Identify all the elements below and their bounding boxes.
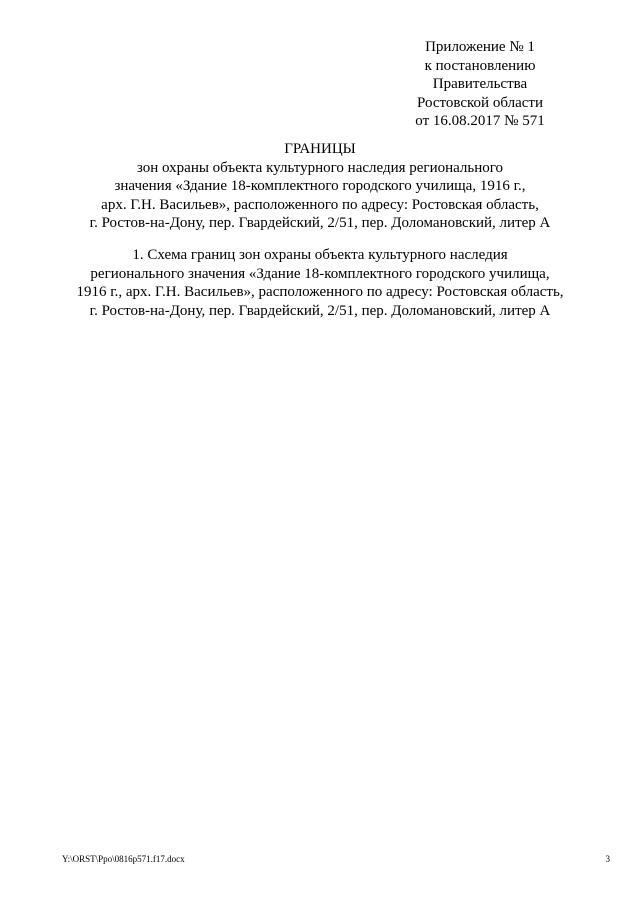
section-line-4: г. Ростов-на-Дону, пер. Гвардейский, 2/51, пер. Доломановский, литер А	[89, 302, 551, 319]
title-line-4: г. Ростов-на-Дону, пер. Гвардейский, 2/51, пер. Доломановский, литер А	[89, 215, 551, 231]
footer-page-number: 3	[605, 854, 610, 864]
section-line-3: 1916 г., арх. Г.Н. Васильев», расположенного по адресу: Ростовская область,	[76, 284, 564, 300]
appendix-header	[380, 38, 580, 131]
appendix-line-5: от 16.08.2017 № 571	[415, 113, 545, 129]
title-line-1: зон охраны объекта культурного наследия регионального	[136, 159, 504, 176]
title-heading: ГРАНИЦЫ	[284, 141, 356, 157]
document-title	[60, 140, 580, 233]
appendix-line-1: Приложение № 1	[425, 39, 535, 55]
appendix-line-2: к постановлению	[424, 57, 536, 74]
title-line-2: значения «Здание 18-комплектного городского училища, 1916 г.,	[114, 178, 526, 194]
section-line-1: 1. Схема границ зон охраны объекта культурного наследия	[132, 247, 508, 263]
section-heading	[60, 246, 580, 320]
appendix-line-4: Ростовской области	[417, 94, 543, 111]
title-line-3: арх. Г.Н. Васильев», расположенного по адресу: Ростовская область,	[101, 196, 539, 213]
footer-file-path: Y:\ORST\Ppo\0816p571.f17.docx	[62, 854, 185, 864]
appendix-line-3: Правительства	[432, 76, 528, 92]
section-line-2: регионального значения «Здание 18-комплектного городского училища,	[90, 265, 550, 282]
